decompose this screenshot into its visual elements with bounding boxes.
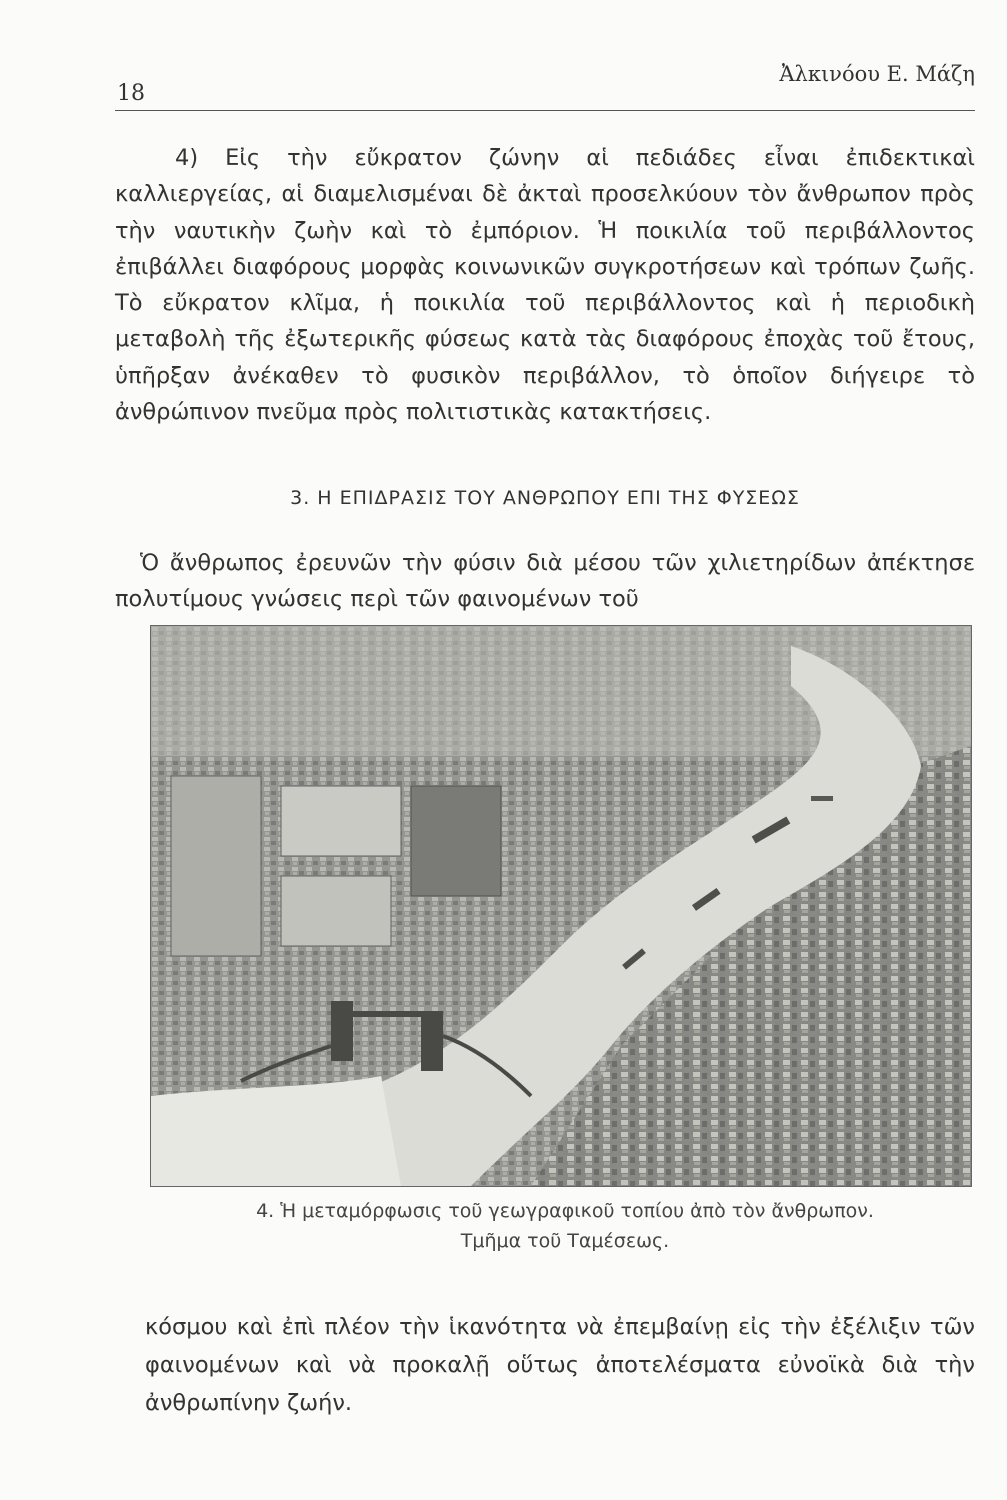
page-header <box>115 62 975 111</box>
page-number: 18 <box>117 81 145 106</box>
figure-caption <box>140 1196 990 1256</box>
caption-line-2: Τμῆμα τοῦ Ταμέσεως. <box>460 1230 670 1252</box>
running-head: Ἀλκινόου Ε. Μάζη <box>779 62 975 86</box>
paragraph-continuation: κόσμου καὶ ἐπὶ πλέον τὴν ἱκανότητα νὰ ἐπεμβαίνῃ εἰς τὴν ἐξέλιξιν τῶν φαινομένων καὶ νὰ προκαλῇ οὕτως ἀποτελέσματα εὐνοϊκὰ διὰ τὴν ἀνθρωπίνην ζωήν. <box>145 1314 975 1416</box>
section-title: 3. Η ΕΠΙΔΡΑΣΙΣ ΤΟΥ ΑΝΘΡΩΠΟΥ ΕΠΙ ΤΗΣ ΦΥΣΕΩΣ <box>290 487 800 509</box>
paragraph-human-research: Ὁ ἄνθρωπος ἐρευνῶν τὴν φύσιν διὰ μέσου τῶν χιλιετηρίδων ἀπέκτησε πολυτίμους γνώσεις περὶ τῶν φαινομένων τοῦ <box>115 550 975 613</box>
aerial-photo-thames <box>150 625 972 1187</box>
paragraph-temperate-zone: 4) Εἰς τὴν εὔκρατον ζώνην αἱ πεδιάδες εἶναι ἐπιδεκτικαὶ καλλιεργείας, αἱ διαμελισμέναι δὲ ἀκταὶ προσελκύουν τὸν ἄνθρωπον πρὸς τὴν ναυτικὴν ζωὴν καὶ τὸ ἐμπόριον. Ἡ ποικιλία τοῦ περιβάλλοντος ἐπιβάλλει διαφόρους μορφὰς κοινωνικῶν συγκροτήσεων καὶ τρόπων ζωῆς. Τὸ εὔκρατον κλῖμα, ἡ ποικιλία τοῦ περιβάλλοντος καὶ ἡ περιοδικὴ μεταβολὴ τῆς ἐξωτερικῆς φύσεως κατὰ τὰς διαφόρους ἐποχὰς τοῦ ἔτους, ὑπῆρξαν ἀνέκαθεν τὸ φυσικὸν περιβάλλον, τὸ ὁποῖον διήγειρε τὸ ἀνθρώπινον πνεῦμα πρὸς πολιτιστικὰς κατακτήσεις. <box>115 145 975 426</box>
aerial-photo-drawing <box>151 626 971 1186</box>
caption-line-1: 4. Ἡ μεταμόρφωσις τοῦ γεωγραφικοῦ τοπίου ἀπὸ τὸν ἄνθρωπον. <box>256 1200 874 1222</box>
